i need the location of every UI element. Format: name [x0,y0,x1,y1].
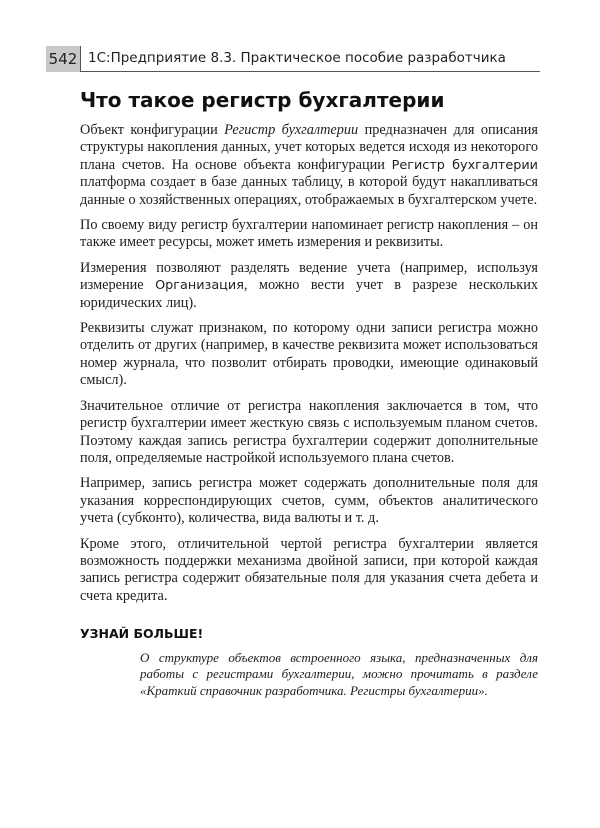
p1-term-sans: Регистр бухгалтерии [391,157,538,173]
p3-text-a: Измерения позволяют разделять ведение учета (например, используя измерение [80,259,538,294]
learn-more-note: О структуре объектов встроенного языка, предназначенных для работы с регистрами бухгалтерии, можно прочитать в разделе «Краткий справочник разработчика. Регистры бухгалтерии». [140,650,538,698]
paragraph-2: По своему виду регистр бухгалтерии напоминает регистр накопления – он также имеет ресурсы, может иметь измерения и реквизиты. [80,217,538,251]
p1-term-italic: Регистр бухгалтерии [224,122,359,138]
page-number [46,46,80,72]
paragraph-4: Реквизиты служат признаком, по которому одни записи регистра можно отделить от других (например, в качестве реквизита может использоваться номер журнала, что позволит отбирать проводки, имеющие одинаковый смысл). [80,320,538,389]
section-title: Что такое регистр бухгалтерии [80,88,445,112]
page-number-text: 542 [48,50,78,68]
paragraph-6: Например, запись регистра может содержать дополнительные поля для указания корреспондирующих счетов, сумм, объектов аналитического учета (субконто), количества, вида валюты и т. д. [80,475,538,527]
header-divider-horizontal [80,71,540,72]
paragraph-3 [80,260,538,312]
p3-text-c: , можно вести учет в разрезе нескольких юридических лиц). [80,277,538,311]
running-header: 1С:Предприятие 8.3. Практическое пособие разработчика [88,50,506,66]
p1-text-c: предназначен для описания структуры накопления данных, учет которых ведется исходя из некоторого плана счетов. На основе объекта конфигурации [80,122,539,173]
p1-text-a: Объект конфигурации [80,122,225,138]
paragraph-5: Значительное отличие от регистра накопления заключается в том, что регистр бухгалтерии имеет жесткую связь с используемым планом счетов. Поэтому каждая запись регистра бухгалтерии содержит дополнительные поля, определяемые настройкой используемого плана счетов. [80,397,538,466]
p3-term-sans: Организация [155,278,244,294]
learn-more-heading: УЗНАЙ БОЛЬШЕ! [80,626,204,641]
header-divider-vertical [80,46,81,72]
p1-text-e: платформа создает в базе данных таблицу, в которой будут накапливаться данные о хозяйственных операциях, отображаемых в бухгалтерском учете. [80,174,538,208]
paragraph-7: Кроме этого, отличительной чертой регистра бухгалтерии является возможность поддержки механизма двойной записи, при которой каждая запись регистра содержит обязательные поля для указания счета дебета и счета кредита. [80,535,538,604]
paragraph-1 [80,122,538,209]
body-text [80,122,538,613]
